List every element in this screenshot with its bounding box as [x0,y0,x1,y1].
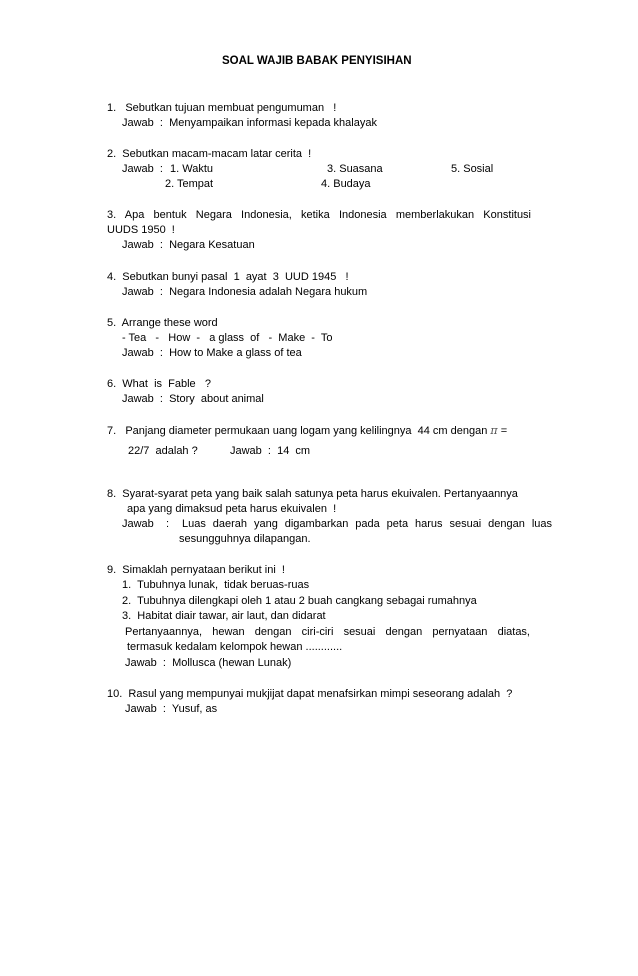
question-9-prompt-line-2: termasuk kedalam kelompok hewan ............ [127,641,343,653]
question-7-text: 7. Panjang diameter permukaan uang logam yang kelilingnya 44 cm dengan [107,425,491,437]
pi-symbol: π [490,424,498,437]
question-9-prompt-line-1: Pertanyaannya, hewan dengan ciri-ciri sesuai dengan pernyataan diatas, [125,626,530,638]
question-4: 4. Sebutkan bunyi pasal 1 ayat 3 UUD 1945 ! [107,271,349,283]
answer-3: Jawab : Negara Kesatuan [122,239,255,251]
answer-9: Jawab : Mollusca (hewan Lunak) [125,657,292,669]
question-7-fraction: 22/7 adalah ? [128,445,198,457]
question-9-item-2: 2. Tubuhnya dilengkapi oleh 1 atau 2 buah cangkang sebagai rumahnya [122,595,477,607]
question-8-line-2: apa yang dimaksud peta harus ekuivalen ! [127,503,337,515]
answer-2-option-5: 5. Sosial [451,163,494,175]
answer-8-line-1: Luas daerah yang digambarkan pada peta harus sesuai dengan luas [182,518,552,530]
answer-2-option-1: 1. Waktu [170,163,213,175]
question-9-item-3: 3. Habitat diair tawar, air laut, dan didarat [122,610,326,622]
question-5-words: - Tea - How - a glass of - Make - To [122,332,333,344]
answer-1: Jawab : Menyampaikan informasi kepada khalayak [122,117,377,129]
answer-4: Jawab : Negara Indonesia adalah Negara hukum [122,286,368,298]
question-10: 10. Rasul yang mempunyai mukjijat dapat menafsirkan mimpi seseorang adalah ? [107,688,513,700]
question-8-line-1: 8. Syarat-syarat peta yang baik salah satunya peta harus ekuivalen. Pertanyaannya [107,488,518,500]
question-5: 5. Arrange these word [107,317,218,329]
question-9-item-1: 1. Tubuhnya lunak, tidak beruas-ruas [122,579,310,591]
answer-7: Jawab : 14 cm [230,445,311,457]
question-3-line-1: 3. Apa bentuk Negara Indonesia, ketika Indonesia memberlakukan Konstitusi [107,209,531,221]
question-1: 1. Sebutkan tujuan membuat pengumuman ! [107,102,337,114]
answer-2-label: Jawab : [122,163,163,175]
answer-10: Jawab : Yusuf, as [125,703,218,715]
answer-8-line-2: sesungguhnya dilapangan. [179,533,311,545]
question-7 [107,424,507,438]
answer-8-label: Jawab : [122,518,170,530]
question-7-equals: = [497,425,508,437]
answer-2-option-4: 4. Budaya [321,178,371,190]
question-3-line-2: UUDS 1950 ! [107,224,175,236]
answer-6: Jawab : Story about animal [122,393,264,405]
answer-2-option-2: 2. Tempat [165,178,214,190]
question-2: 2. Sebutkan macam-macam latar cerita ! [107,148,312,160]
page-title: SOAL WAJIB BABAK PENYISIHAN [222,55,412,67]
question-6: 6. What is Fable ? [107,378,211,390]
question-9: 9. Simaklah pernyataan berikut ini ! [107,564,285,576]
answer-5: Jawab : How to Make a glass of tea [122,347,302,359]
answer-2-option-3: 3. Suasana [327,163,383,175]
